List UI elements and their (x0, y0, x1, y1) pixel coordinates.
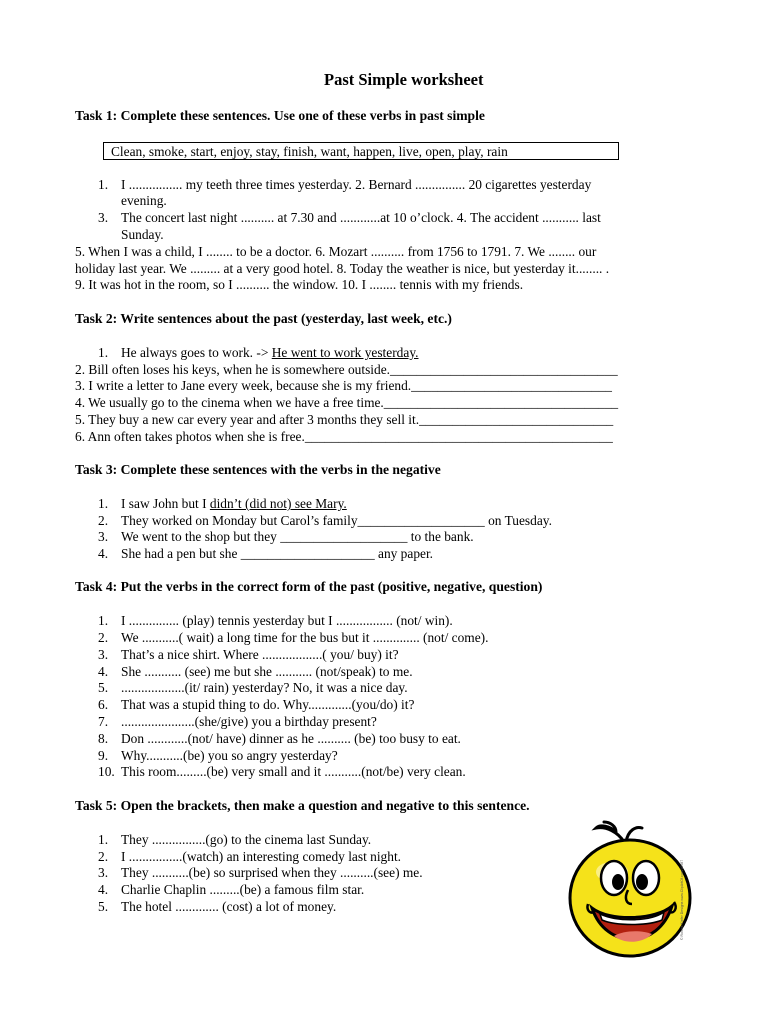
task3-heading: Task 3: Complete these sentences with the verbs in the negative (75, 462, 441, 477)
task2-example-text: He always goes to work. -> He went to work yesterday. (121, 345, 419, 360)
task4-line: She ........... (see) me but she ........... (not/speak) to me. (121, 664, 413, 679)
task5-line: They ...........(be) so surprised when they ..........(see) me. (121, 865, 423, 880)
task1-line: I ................ my teeth three times yesterday. 2. Bernard ............... 20 cigarettes yesterday (121, 177, 592, 192)
task5-line: I ................(watch) an interesting comedy last night. (121, 849, 402, 864)
task1-line: 3. (98, 210, 109, 225)
task4-line: That was a stupid thing to do. Why.............(you/do) it? (121, 697, 415, 712)
task3-num: 1. (98, 496, 109, 511)
task1-line: evening. (121, 193, 167, 208)
task2-line: 5. They buy a new car every year and after 3 months they sell it._____________________________ (75, 412, 614, 427)
task5-heading: Task 5: Open the brackets, then make a question and negative to this sentence. (75, 798, 530, 813)
task3-num: 2. (98, 513, 109, 528)
task4-num: 4. (98, 664, 109, 679)
task3-line: We went to the shop but they ___________________ to the bank. (121, 529, 474, 544)
task4-num: 10. (98, 764, 115, 779)
task4-line: I ............... (play) tennis yesterday but I ................. (not/ win). (121, 613, 453, 628)
task5-num: 5. (98, 899, 109, 914)
task2-example: 1. (98, 345, 109, 360)
task1-line: 1. (98, 177, 109, 192)
task4-line: Don ............(not/ have) dinner as he .......... (be) too busy to eat. (121, 731, 461, 746)
task5-num: 4. (98, 882, 109, 897)
task2-line: 4. We usually go to the cinema when we have a free time.___________________________________ (75, 395, 619, 410)
task4-num: 8. (98, 731, 109, 746)
task4-line: We ...........( wait) a long time for the bus but it .............. (not/ come). (121, 630, 489, 645)
task5-num: 3. (98, 865, 109, 880)
task4-line: Why...........(be) you so angry yesterday? (121, 748, 338, 763)
task3-line: They worked on Monday but Carol’s family___________________ on Tuesday. (121, 513, 552, 528)
task4-num: 1. (98, 613, 109, 628)
task5-line: The hotel ............. (cost) a lot of money. (121, 899, 337, 914)
task4-line: ...................(it/ rain) yesterday? No, it was a nice day. (121, 680, 408, 695)
task2-heading: Task 2: Write sentences about the past (yesterday, last week, etc.) (75, 311, 452, 326)
task5-num: 1. (98, 832, 109, 847)
task2-line: 2. Bill often loses his keys, when he is somewhere outside.__________________________________ (75, 362, 618, 377)
task3-line: She had a pen but she ____________________ any paper. (121, 546, 434, 561)
task5-line: Charlie Chaplin .........(be) a famous film star. (121, 882, 365, 897)
verbs-box: Clean, smoke, start, enjoy, stay, finish, want, happen, live, open, play, rain (103, 142, 619, 160)
task5-line: They ................(go) to the cinema last Sunday. (121, 832, 372, 847)
task4-heading: Task 4: Put the verbs in the correct form of the past (positive, negative, question) (75, 579, 543, 594)
task2-line: 3. I write a letter to Jane every week, because she is my friend.______________________________ (75, 378, 612, 393)
task2-line: 6. Ann often takes photos when she is free.______________________________________________ (75, 429, 613, 444)
task3-num: 3. (98, 529, 109, 544)
page-title: Past Simple worksheet (324, 70, 484, 89)
task1-line: The concert last night .......... at 7.30 and ............at 10 o’clock. 4. The accident ........... last (121, 210, 601, 225)
image-credit: © Ronnie Kiefer Designs www.ClipArtOf.com/16987 (680, 859, 684, 940)
task4-num: 9. (98, 748, 109, 763)
task1-line: 9. It was hot in the room, so I .......... the window. 10. I ........ tennis with my friends. (75, 277, 524, 292)
task3-example: I saw John but I didn’t (did not) see Mary. (121, 496, 347, 511)
task1-line: 5. When I was a child, I ........ to be a doctor. 6. Mozart .......... from 1756 to 1791. 7. We ........ our (75, 244, 597, 259)
task4-num: 3. (98, 647, 109, 662)
task4-num: 6. (98, 697, 109, 712)
task3-example-answer: didn’t (did not) see Mary. (209, 496, 347, 511)
task1-heading: Task 1: Complete these sentences. Use one of these verbs in past simple (75, 108, 485, 123)
task4-line: ......................(she/give) you a birthday present? (121, 714, 377, 729)
task1-line: Sunday. (121, 227, 164, 242)
task2-example-answer: He went to work yesterday. (271, 345, 419, 360)
task4-line: This room.........(be) very small and it ...........(not/be) very clean. (121, 764, 466, 779)
task3-num: 4. (98, 546, 109, 561)
task5-num: 2. (98, 849, 109, 864)
task4-num: 2. (98, 630, 109, 645)
task4-num: 7. (98, 714, 109, 729)
smiley-face-image (566, 820, 696, 960)
task4-num: 5. (98, 680, 109, 695)
task1-line: holiday last year. We ......... at a very good hotel. 8. Today the weather is nice, but yesterday it........ . (75, 261, 610, 276)
task4-line: That’s a nice shirt. Where ..................( you/ buy) it? (121, 647, 399, 662)
